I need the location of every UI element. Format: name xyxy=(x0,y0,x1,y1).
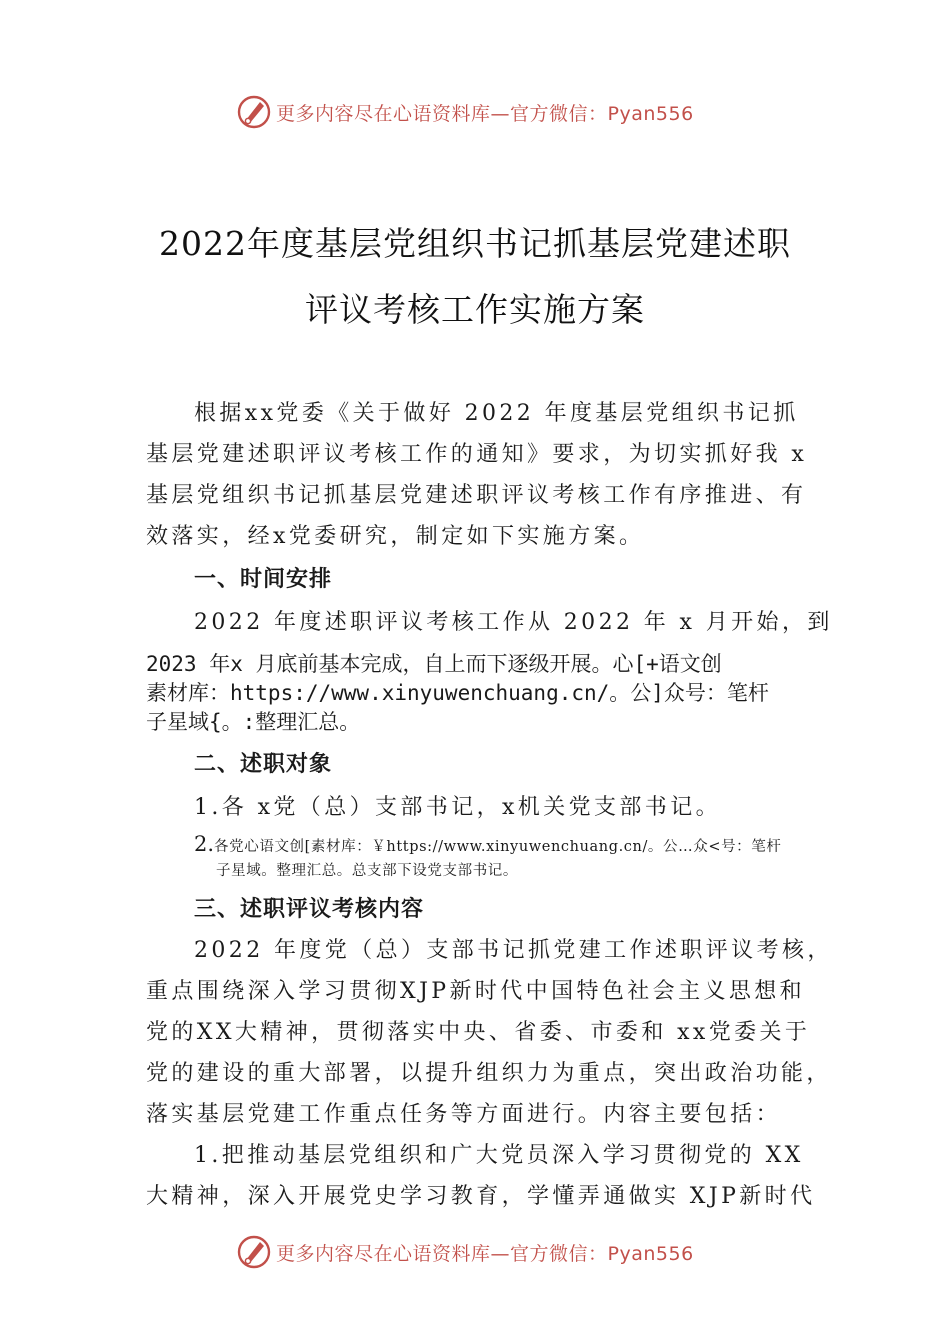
schedule-paragraph-line: 2022 年度述职评议考核工作从 2022 年 x 月开始，到 xyxy=(194,610,833,635)
intro-paragraph-line: 根据xx党委《关于做好 2022 年度基层党组织书记抓 xyxy=(194,401,799,426)
watermark-banner-top xyxy=(236,92,736,132)
section-heading-content: 三、述职评议考核内容 xyxy=(194,897,425,922)
pen-logo-icon xyxy=(236,94,272,130)
content-paragraph-line: 2022 年度党（总）支部书记抓党建工作述职评议考核， xyxy=(194,938,833,963)
pen-logo-icon xyxy=(236,1234,272,1270)
watermark-banner-bottom xyxy=(236,1232,736,1272)
watermark-text: 更多内容尽在心语资料库—官方微信：Pyan556 xyxy=(276,1242,694,1265)
content-item-line: 大精神，深入开展党史学习教育，学懂弄通做实 XJP新时代 xyxy=(146,1184,816,1209)
targets-item-2-continued: 子星域。整理汇总。总支部下设党支部书记。 xyxy=(216,863,518,879)
content-item-line: 1.把推动基层党组织和广大党员深入学习贯彻党的 XX xyxy=(194,1143,804,1168)
intro-paragraph-line: 基层党建述职评议考核工作的通知》要求，为切实抓好我 x xyxy=(146,442,808,467)
schedule-paragraph-line: 子星域{。:整理汇总。 xyxy=(146,710,361,734)
targets-item-2 xyxy=(194,832,884,857)
section-heading-targets: 二、述职对象 xyxy=(194,752,333,777)
watermark-text: 更多内容尽在心语资料库—官方微信：Pyan556 xyxy=(276,102,694,125)
document-title-line-2: 评议考核工作实施方案 xyxy=(305,290,645,329)
targets-item-2-number: 2. xyxy=(194,832,215,856)
targets-item-1: 1.各 x党（总）支部书记，x机关党支部书记。 xyxy=(194,795,721,820)
section-heading-schedule: 一、时间安排 xyxy=(194,567,333,592)
schedule-paragraph-line: 2023 年x 月底前基本完成，自上而下逐级开展。心[+语文创 xyxy=(146,652,722,676)
document-title-line-1: 2022年度基层党组织书记抓基层党建述职 xyxy=(159,224,791,263)
content-paragraph-line: 落实基层党建工作重点任务等方面进行。内容主要包括： xyxy=(146,1102,782,1127)
content-paragraph-line: 党的建设的重大部署，以提升组织力为重点，突出政治功能， xyxy=(146,1061,832,1086)
intro-paragraph-line: 基层党组织书记抓基层党建述职评议考核工作有序推进、有 xyxy=(146,483,807,508)
targets-item-2-text: 各党心语文创[素材库：￥https://www.xinyuwenchuang.cn/。公…众<号：笔杆 xyxy=(214,839,782,855)
content-paragraph-line: 重点围绕深入学习贯彻XJP新时代中国特色社会主义思想和 xyxy=(146,979,806,1004)
intro-paragraph-line: 效落实，经x党委研究，制定如下实施方案。 xyxy=(146,524,645,549)
schedule-paragraph-line: 素材库：https://www.xinyuwenchuang.cn/。公]众号：笔杆 xyxy=(146,681,769,705)
content-paragraph-line: 党的XX大精神，贯彻落实中央、省委、市委和 xx党委关于 xyxy=(146,1020,811,1045)
